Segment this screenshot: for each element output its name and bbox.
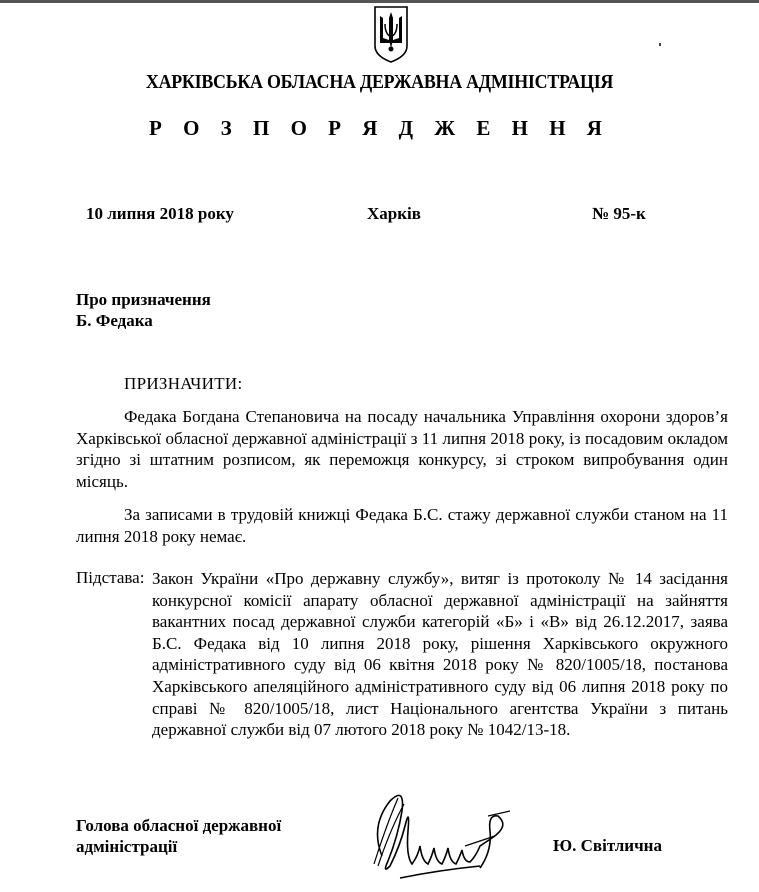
order-heading: ПРИЗНАЧИТИ: [124,374,243,393]
handwritten-signature [360,786,530,886]
document-number: № 95-к [592,204,646,223]
document-city: Харків [367,204,421,223]
basis-label: Підстава: [76,568,145,587]
organization-name: ХАРКІВСЬКА ОБЛАСНА ДЕРЖАВНА АДМІНІСТРАЦІЯ [145,72,614,93]
subject-line-1: Про призначення [76,290,211,309]
signatory-title-line-2: адміністрації [76,837,178,856]
document-date: 10 липня 2018 року [86,204,234,223]
ukraine-trident-emblem-icon [372,4,410,64]
signatory-title-line-1: Голова обласної державної [76,816,282,835]
document-subject [76,289,211,331]
signer-name: Ю. Світлична [553,836,662,855]
subject-line-2: Б. Федака [76,311,153,330]
signatory-title [76,815,336,857]
scan-speck [659,43,661,46]
top-border [0,0,759,3]
service-record-paragraph: За записами в трудовій книжці Федака Б.С. стажу державної служби станом на 11 липня 2018 року немає. [76,505,728,546]
document-type: Р О З П О Р Я Д Ж Е Н Н Я [149,116,610,140]
appointment-paragraph: Федака Богдана Степановича на посаду начальника Управління охорони здоров’я Харківської обласної державної адміністрації з 11 липня 2018 року, із посадовим окладом згідно зі штатним розписом, як переможця конкурсу, зі строком випробування один місяць. [76,407,728,491]
basis-text: Закон України «Про державну службу», витяг із протоколу № 14 засідання конкурсної комісії апарату обласної державної адміністрації на зайняття вакантних посад державної служби категорій «Б» і «В» від 26.12.2017, заява Б.С. Федака від 10 липня 2018 року, рішення Харківського окружного адміністративного суду від 06 квітня 2018 року № 820/1005/18, постанова Харківського апеляційного адміністративного суду від 06 липня 2018 року по справі № 820/1005/18, лист Національного агентства України з питань державної служби від 07 лютого 2018 року № 1042/13-18. [152,569,728,740]
